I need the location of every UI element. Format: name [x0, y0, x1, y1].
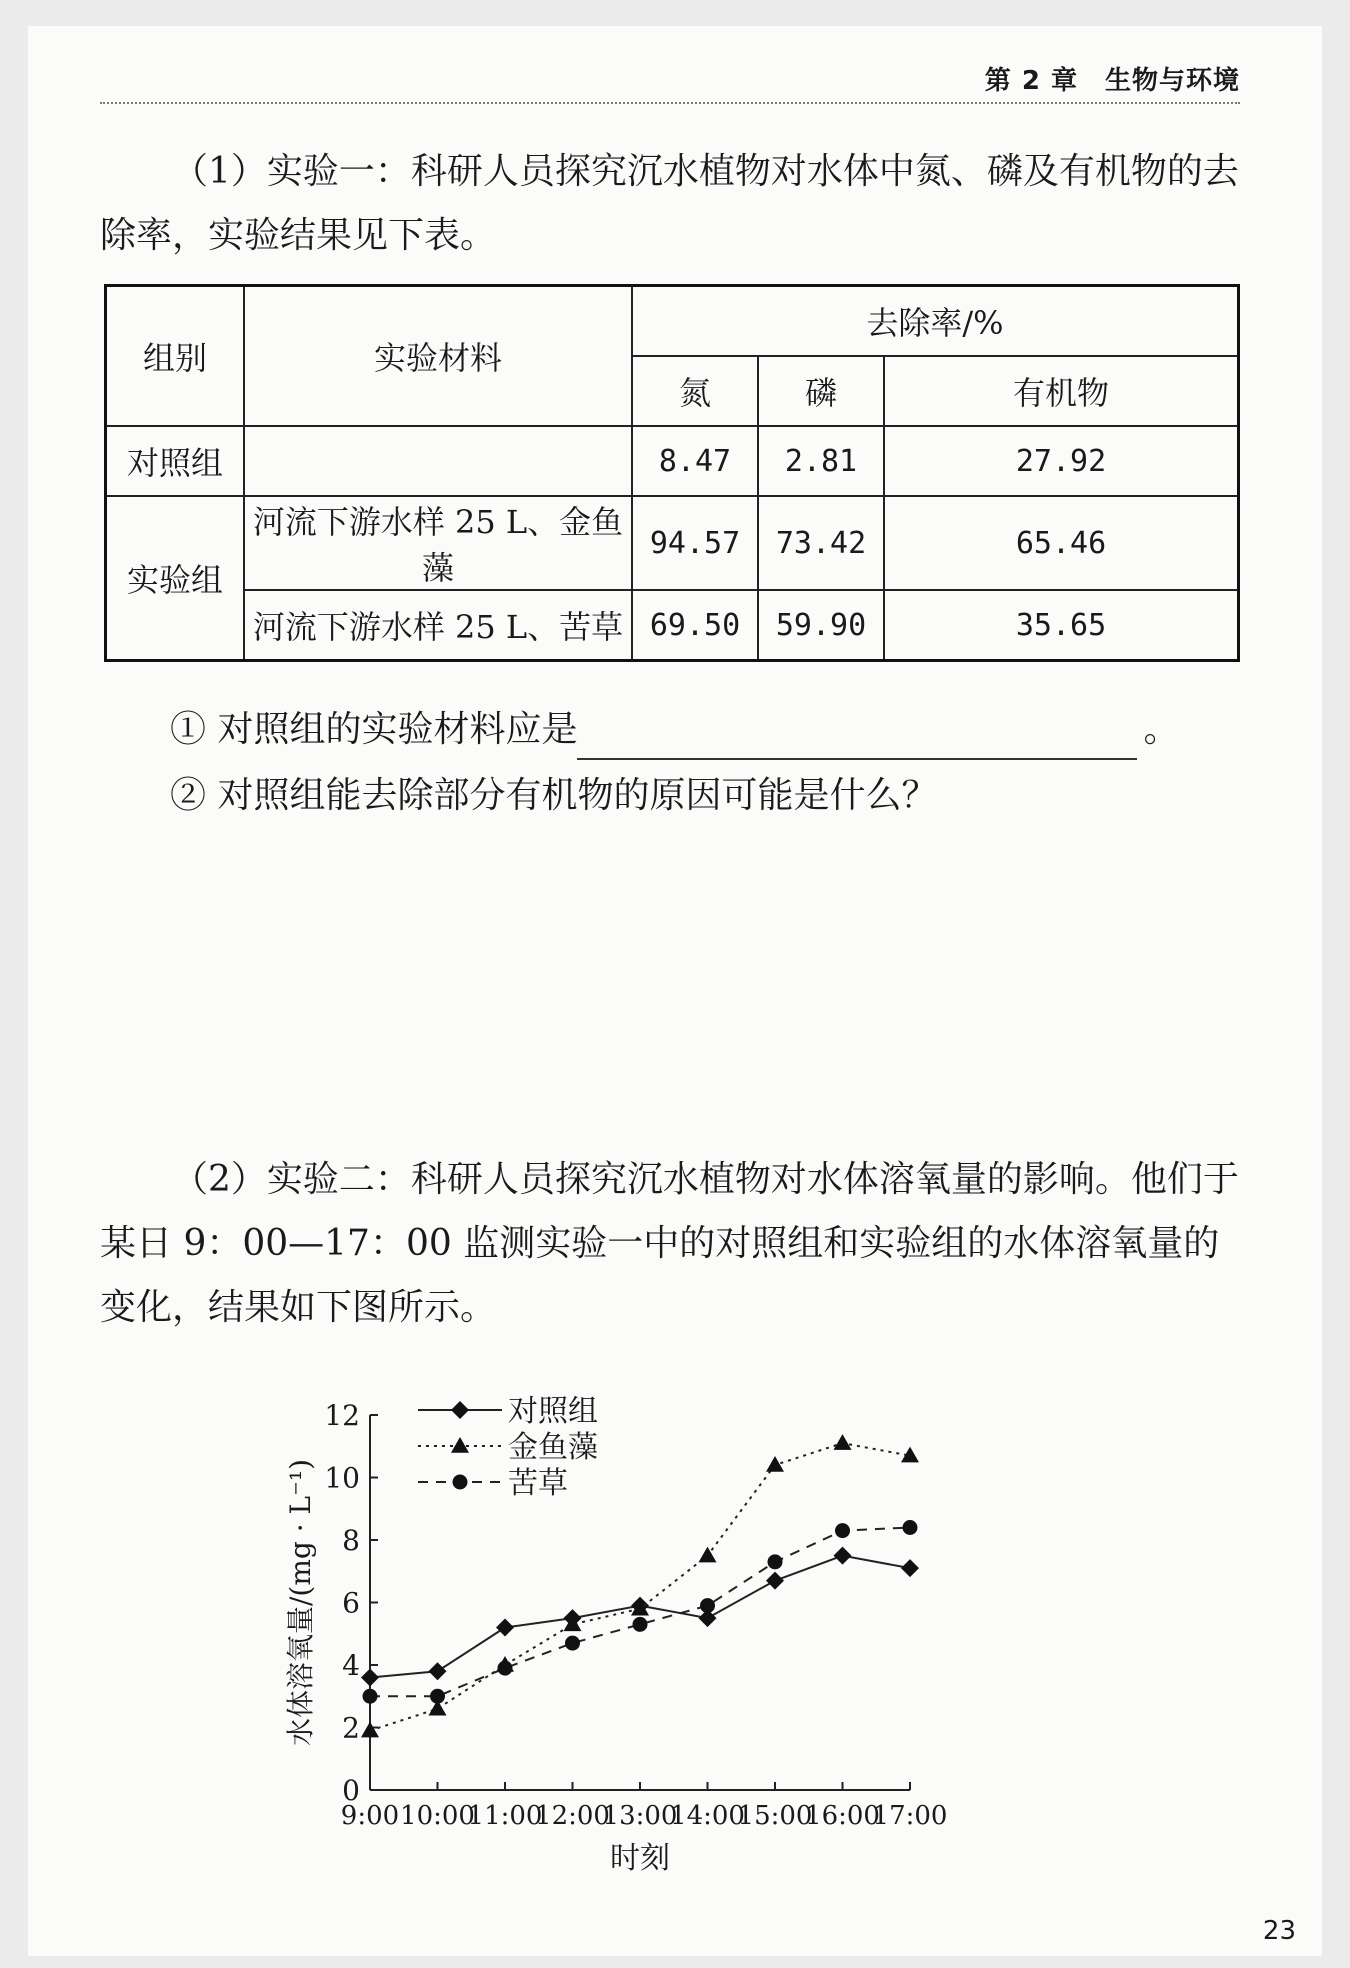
legend-entry [418, 1394, 598, 1429]
cell-phosphorus: 59.90 [758, 590, 884, 661]
data-point [565, 1636, 580, 1651]
data-point [699, 1547, 717, 1563]
series-line [370, 1556, 910, 1678]
x-tick-label: 10:00 [400, 1801, 475, 1831]
legend-label: 对照组 [508, 1394, 598, 1429]
data-point [768, 1554, 783, 1569]
x-tick-label: 15:00 [737, 1801, 813, 1831]
series-layer [361, 1434, 919, 1737]
table-row [106, 426, 1239, 496]
series-line [370, 1443, 910, 1731]
data-point [834, 1547, 852, 1565]
table-row [106, 496, 1239, 590]
header-phosphorus: 磷 [758, 356, 884, 426]
y-tick-label: 6 [342, 1586, 360, 1620]
data-point [496, 1619, 514, 1637]
y-tick-label: 0 [342, 1774, 360, 1807]
data-point [766, 1572, 784, 1590]
data-point [835, 1523, 850, 1538]
legend-marker [451, 1437, 469, 1453]
x-tick-label: 11:00 [467, 1801, 543, 1831]
data-point [361, 1669, 379, 1687]
cell-group: 对照组 [106, 426, 245, 496]
cell-nitrogen: 94.57 [632, 496, 758, 590]
cell-material: 河流下游水样 25 L、苦草 [244, 590, 632, 661]
cell-organic: 65.46 [884, 496, 1239, 590]
cell-nitrogen: 69.50 [632, 590, 758, 661]
legend-label: 金鱼藻 [508, 1430, 598, 1465]
chapter-title: 第 2 章 生物与环境 [984, 66, 1240, 96]
cell-organic: 27.92 [884, 426, 1239, 496]
legend-label: 苦草 [508, 1466, 568, 1501]
data-point [901, 1447, 919, 1463]
question-1-end: 。 [1143, 709, 1180, 750]
x-axis-label: 时刻 [610, 1841, 670, 1876]
y-tick-label: 4 [342, 1649, 360, 1682]
series-1 [361, 1434, 919, 1737]
question-2: ② 对照组能去除部分有机物的原因可能是什么？ [170, 775, 938, 816]
running-header [100, 58, 1240, 104]
cell-phosphorus: 2.81 [758, 426, 884, 496]
x-tick-label: 14:00 [670, 1801, 745, 1831]
x-tick-label: 13:00 [602, 1801, 678, 1831]
data-point [361, 1722, 379, 1738]
header-organic: 有机物 [884, 356, 1239, 426]
header-removal-rate: 去除率/% [632, 286, 1239, 357]
data-point [834, 1434, 852, 1450]
series-0 [361, 1547, 919, 1687]
question-1 [170, 700, 1179, 760]
cell-organic: 35.65 [884, 590, 1239, 661]
cell-material [244, 426, 632, 496]
header-group: 组别 [106, 286, 245, 427]
y-axis-label: 水体溶氧量/(mg · L⁻¹) [284, 1458, 317, 1747]
page-number: 23 [1262, 1916, 1296, 1946]
y-tick-label: 2 [342, 1711, 360, 1745]
oxygen-chart [270, 1380, 1130, 1880]
y-tick-label: 10 [324, 1461, 360, 1495]
y-tick-label: 8 [342, 1524, 360, 1557]
legend-marker [451, 1401, 469, 1419]
header-material: 实验材料 [244, 286, 632, 427]
data-point [903, 1520, 918, 1535]
legend-entry [418, 1466, 568, 1501]
cell-nitrogen: 8.47 [632, 426, 758, 496]
table-row [106, 590, 1239, 661]
data-point [430, 1689, 445, 1704]
results-table [104, 284, 1240, 662]
cell-material: 河流下游水样 25 L、金鱼藻 [244, 496, 632, 590]
data-point [498, 1661, 513, 1676]
cell-phosphorus: 73.42 [758, 496, 884, 590]
x-tick-label: 17:00 [872, 1801, 948, 1831]
data-point [901, 1559, 919, 1577]
experiment-one-intro: （1）实验一：科研人员探究沉水植物对水体中氮、磷及有机物的去除率，实验结果见下表。 [100, 151, 1239, 256]
legend [418, 1394, 598, 1501]
x-tick-label: 9:00 [340, 1801, 400, 1831]
question-1-text: ① 对照组的实验材料应是 [170, 709, 578, 750]
legend-entry [418, 1430, 598, 1465]
data-point [700, 1598, 715, 1613]
x-tick-label: 16:00 [805, 1801, 880, 1831]
y-tick-label: 12 [324, 1399, 360, 1432]
cell-group: 实验组 [106, 496, 245, 661]
experiment-two-intro: （2）实验二：科研人员探究沉水植物对水体溶氧量的影响。他们于某日 9：00—17：00 监测实验一中的对照组和实验组的水体溶氧量的变化，结果如下图所示。 [100, 1159, 1239, 1328]
answer-blank[interactable] [577, 718, 1137, 760]
x-tick-label: 12:00 [535, 1801, 610, 1831]
data-point [633, 1617, 648, 1632]
data-point [429, 1662, 447, 1680]
header-nitrogen: 氮 [632, 356, 758, 426]
data-point [363, 1689, 378, 1704]
legend-marker [453, 1475, 468, 1490]
